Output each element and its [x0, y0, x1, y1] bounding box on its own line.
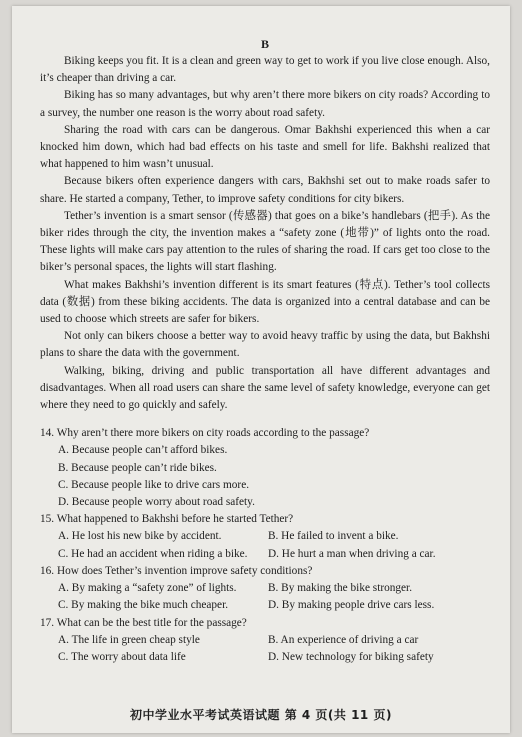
paragraph-3: Sharing the road with cars can be dangerous. Omar Bakhshi experienced this when a car knocked him down, which had bad effects on his taste and smell for life. Bakhshi realized that what happened to him wasn’t unusual.: [40, 123, 490, 171]
paragraph-2: Biking has so many advantages, but why aren’t there more bikers on city roads? According to a survey, the number one reason is the worry about road safety.: [40, 89, 490, 119]
question-15: [40, 511, 490, 563]
question-stem: 16. How does Tether’s invention improve safety conditions?: [40, 564, 313, 577]
paragraph-1: Biking keeps you fit. It is a clean and green way to get to work if you live close enough. Also, it’s cheaper than driving a car.: [40, 55, 490, 85]
option-c: C. By making the bike much cheaper.: [58, 599, 229, 612]
option-b: B. He failed to invent a bike.: [268, 530, 399, 543]
question-list: [40, 425, 490, 666]
option-a: A. By making a “safety zone” of lights.: [58, 582, 237, 595]
question-stem: 14. Why aren’t there more bikers on city roads according to the passage?: [40, 427, 370, 440]
question-16: [40, 563, 490, 615]
option-d: D. New technology for biking safety: [268, 650, 434, 663]
question-stem: 17. What can be the best title for the passage?: [40, 616, 247, 629]
option-a: A. He lost his new bike by accident.: [58, 530, 222, 543]
question-17: [40, 615, 490, 667]
question-14: [40, 425, 490, 511]
paragraph-4: Because bikers often experience dangers with cars, Bakhshi set out to make roads safer to share. He started a company, Tether, to improve safety conditions for city bikers.: [40, 175, 490, 205]
reading-passage: [40, 36, 490, 666]
option-a: A. Because people can’t afford bikes.: [58, 444, 228, 457]
option-b: B. By making the bike stronger.: [268, 582, 413, 595]
section-label: B: [260, 37, 269, 51]
option-d: D. By making people drive cars less.: [268, 599, 435, 612]
question-stem: 15. What happened to Bakhshi before he started Tether?: [40, 513, 294, 526]
option-d: D. Because people worry about road safety.: [58, 496, 255, 509]
paragraph-7: Not only can bikers choose a better way to avoid heavy traffic by using the data, but Bakhshi plans to share the data with the government.: [40, 330, 490, 360]
exam-page: [12, 6, 510, 733]
paragraph-8: Walking, biking, driving and public transportation all have different advantages and disadvantages. When all road users can share the same level of safety knowledge, everyone can get where they need to go quickly and safely.: [40, 364, 490, 412]
option-d: D. He hurt a man when driving a car.: [268, 547, 436, 560]
paragraph-6: What makes Bakhshi’s invention different is its smart features (特点). Tether’s tool collects data (数据) from these biking accidents. The data is organized into a central database and can be used to choose which streets are safer for bikers.: [40, 278, 490, 326]
option-c: C. The worry about data life: [58, 650, 186, 663]
paragraph-5: Tether’s invention is a smart sensor (传感器) that goes on a bike’s handlebars (把手). As the biker rides through the city, the invention makes a “safety zone (地带)” of lights onto the road. These lights will make cars pay attention to the rules of sharing the road. If cars get too close to the biker’s personal spaces, the lights will start flashing.: [40, 209, 490, 274]
option-b: B. An experience of driving a car: [268, 633, 419, 646]
option-a: A. The life in green cheap style: [58, 633, 200, 646]
option-b: B. Because people can’t ride bikes.: [58, 461, 217, 474]
option-c: C. Because people like to drive cars more.: [58, 478, 250, 491]
option-c: C. He had an accident when riding a bike.: [58, 547, 248, 560]
page-footer: 初中学业水平考试英语试题 第 4 页(共 11 页): [130, 708, 392, 722]
